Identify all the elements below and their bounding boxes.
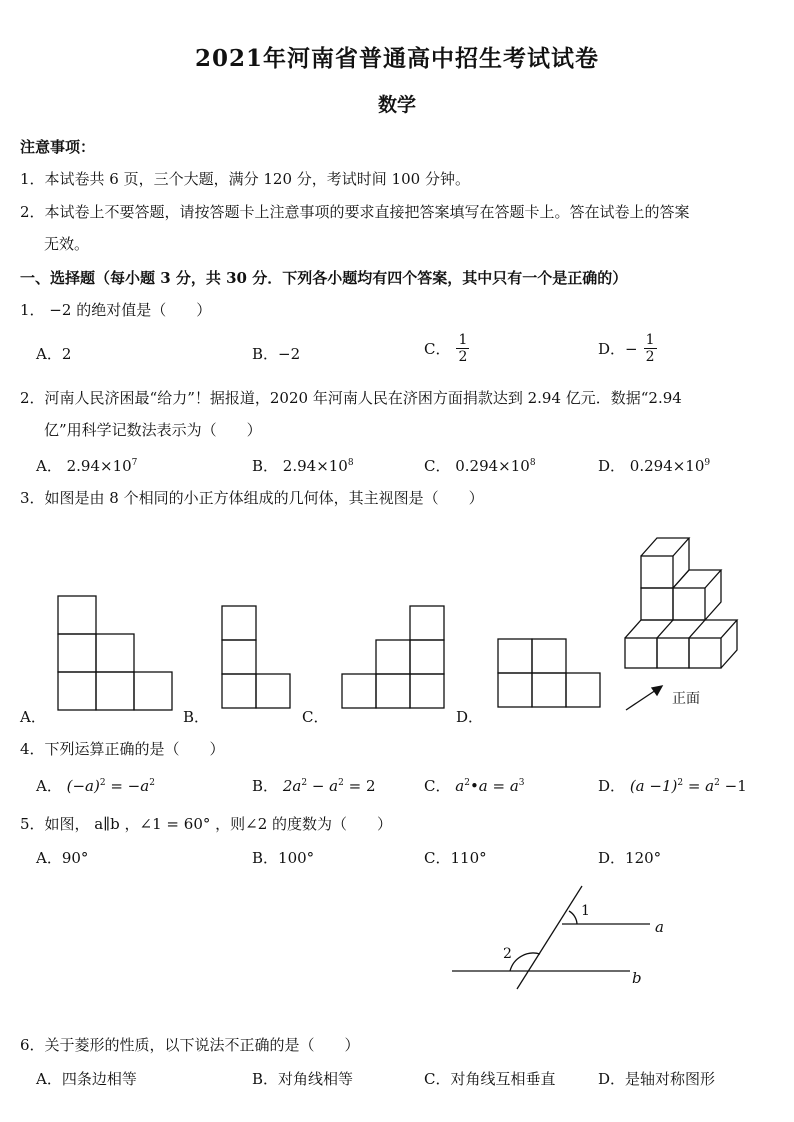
notice-item-1: 1．本试卷共 6 页，三个大题，满分 120 分，考试时间 100 分钟。 [20, 170, 470, 188]
q2-option-b: B． $2.94\times 10^8$ [252, 457, 354, 475]
q3-option-b-view [220, 604, 320, 714]
q3-label-b: B． [183, 708, 210, 726]
q1-c-fraction: $\frac{1}{2}$ [458, 332, 468, 365]
line-b-label: b [632, 969, 642, 987]
q4-stem: 4．下列运算正确的是（ ） [20, 740, 225, 758]
notice-heading: 注意事项： [20, 138, 96, 156]
q6-option-b: B．对角线相等 [252, 1070, 354, 1088]
q5-stem: 5．如图， a∥b ，∠1 = 60° ，则∠2 的度数为（ ） [20, 815, 393, 833]
q4-option-d: D． $(a -1)^2 = a^2 -1$ [598, 777, 747, 795]
q3-option-a-view [56, 594, 196, 714]
section1-heading: 一、选择题（每小题 3 分，共 30 分．下列各小题均有四个答案，其中只有一个是正确的） [20, 269, 628, 287]
q1-stem: 1． −2 的绝对值是（ ） [20, 301, 212, 319]
q1-option-b: B．−2 [252, 345, 301, 363]
q2-option-a: A． $2.94\times 10^7$ [36, 457, 138, 475]
q3-label-a: A． [20, 708, 46, 726]
q1-option-d: D．− $\frac{1}{2}$ [598, 332, 655, 365]
line-a-label: a [655, 918, 664, 936]
q5-option-b: B．100° [252, 849, 315, 867]
q1-option-c: C． $\frac{1}{2}$ [424, 332, 468, 365]
angle-1-label: 1 [581, 903, 590, 919]
q4-option-b: B． $2a^2 - a^2 = 2$ [252, 777, 376, 795]
q3-solid-figure [622, 526, 752, 676]
q6-stem: 6．关于菱形的性质，以下说法不正确的是（ ） [20, 1036, 360, 1054]
q5-option-c: C．110° [424, 849, 487, 867]
notice-item-2: 2．本试卷上不要答题，请按答题卡上注意事项的要求直接把答案填写在答题卡上。答在试卷上的答案 [20, 203, 690, 221]
notice-item-2-cont: 无效。 [44, 235, 90, 253]
q5-parallel-lines-figure [452, 884, 692, 994]
q1-d-fraction: $\frac{1}{2}$ [645, 332, 655, 365]
q2-option-d: D． $0.294\times 10^9$ [598, 457, 711, 475]
q2-option-c: C． $0.294\times 10^8$ [424, 457, 536, 475]
q3-label-c: C． [302, 708, 329, 726]
front-view-label: 正面 [672, 691, 700, 707]
q6-option-a: A．四条边相等 [36, 1070, 137, 1088]
angle-2-label: 2 [503, 946, 512, 962]
q4-option-a: A． $(-a)^2 = -a^2$ [36, 777, 155, 795]
q3-label-d: D． [456, 708, 484, 726]
q5-option-d: D．120° [598, 849, 662, 867]
front-direction-arrow-icon [624, 680, 674, 714]
exam-title: 2021年河南省普通高中招生考试试卷 [194, 45, 599, 72]
q6-option-d: D．是轴对称图形 [598, 1070, 716, 1088]
q1-option-a: A．2 [36, 345, 72, 363]
q6-option-c: C．对角线互相垂直 [424, 1070, 556, 1088]
q5-option-a: A．90° [36, 849, 89, 867]
subject-title: 数学 [377, 94, 416, 116]
q3-option-c-view [340, 604, 460, 714]
q3-option-d-view [496, 637, 616, 717]
q4-option-c: C． $a^2•a = a^3$ [424, 777, 525, 795]
q2-stem-line1: 2．河南人民济困最“给力”！据报道，2020 年河南人民在济困方面捐款达到 2.94 亿元．数据“2.94 [20, 389, 682, 407]
q3-stem: 3．如图是由 8 个相同的小正方体组成的几何体，其主视图是（ ） [20, 489, 484, 507]
q2-stem-line2: 亿”用科学记数法表示为（ ） [44, 421, 262, 439]
